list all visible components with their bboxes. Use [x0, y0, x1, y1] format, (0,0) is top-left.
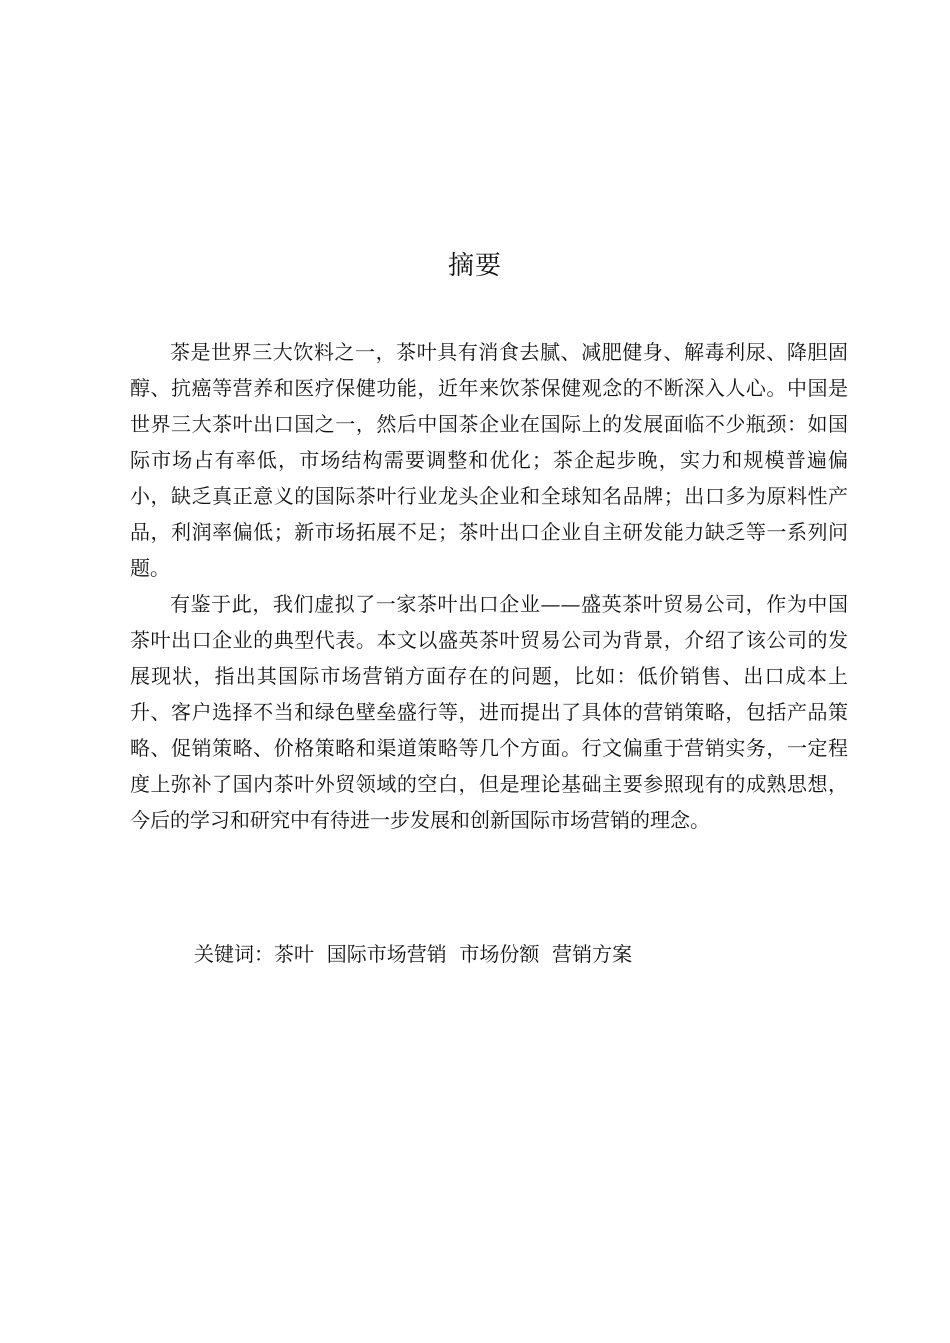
abstract-paragraph-1: 茶是世界三大饮料之一，茶叶具有消食去腻、减肥健身、解毒利尿、降胆固醇、抗癌等营养和医疗保健功能，近年来饮茶保健观念的不断深入人心。中国是世界三大茶叶出口国之一，然后中国茶企业在国际上的发展面临不少瓶颈：如国际市场占有率低，市场结构需要调整和优化；茶企起步晚，实力和规模普遍偏小，缺乏真正意义的国际茶叶行业龙头企业和全球知名品牌；出口多为原料性产品，利润率偏低；新市场拓展不足；茶叶出口企业自主研发能力缺乏等一系列问题。	[130, 340, 848, 580]
abstract-title: 摘要	[447, 251, 502, 281]
abstract-paragraph-2: 有鉴于此，我们虚拟了一家茶叶出口企业——盛英茶叶贸易公司，作为中国茶叶出口企业的典型代表。本文以盛英茶叶贸易公司为背景，介绍了该公司的发展现状，指出其国际市场营销方面存在的问题，比如：低价销售、出口成本上升、客户选择不当和绿色壁垒盛行等，进而提出了具体的营销策略，包括产品策略、促销策略、价格策略和渠道策略等几个方面。行文偏重于营销实务，一定程度上弥补了国内茶叶外贸领域的空白，但是理论基础主要参照现有的成熟思想，今后的学习和研究中有待进一步发展和创新国际市场营销的理念。	[130, 592, 848, 832]
keywords-line: 关键词：茶叶 国际市场营销 市场份额 营销方案	[194, 942, 633, 966]
abstract-body	[130, 334, 848, 838]
